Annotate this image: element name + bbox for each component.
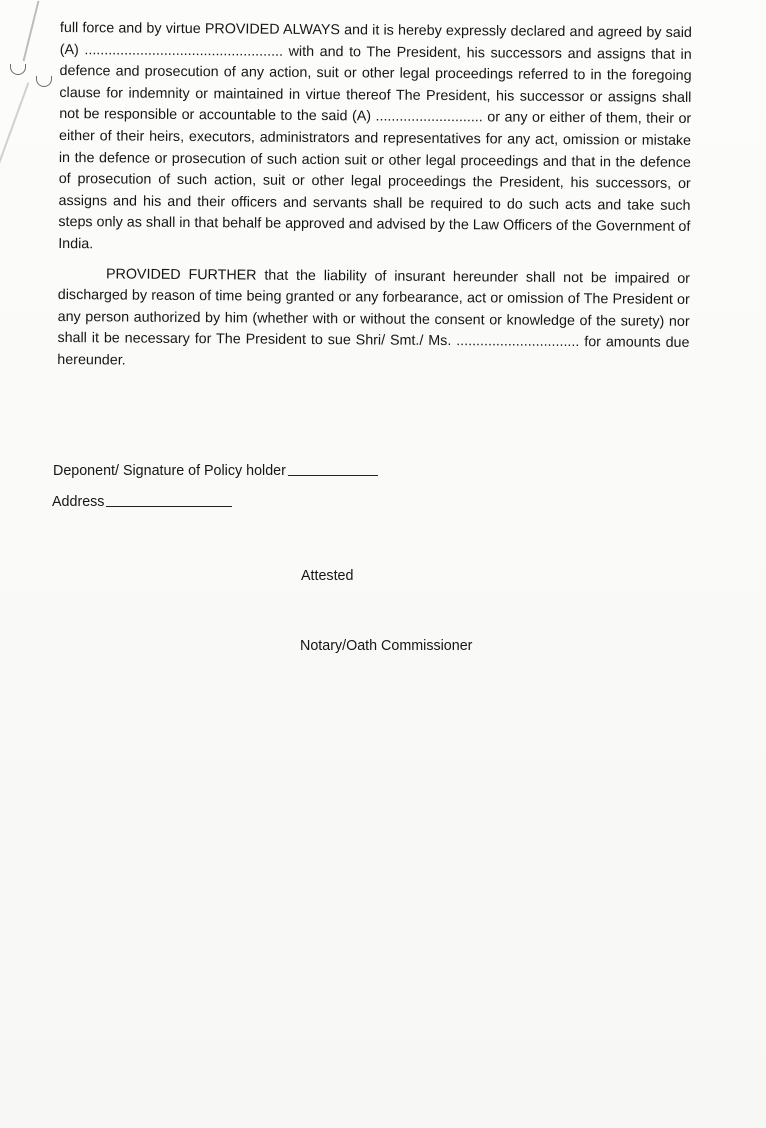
address-blank-line <box>106 505 232 507</box>
paragraph-provided-always: full force and by virtue PROVIDED ALWAYS and it is hereby expressly declared and agreed by said (A) .................................................. with and to The President, his successors and assigns that in defence and prosecution of any action, suit or other legal proceedings referred to in the foregoing clause for indemnity or maintained in virtue thereof The President, his successor or assigns shall not be responsible or accountable to the said (A) ........................... or any or either of them, their or either of their heirs, executors, administrators and representatives for any act, omission or mistake in the defence or prosecution of such action suit or other legal proceedings and that in the defence of prosecution of such action, suit or other legal proceedings the President, his successors, or assigns and his and their officers and servants shall be required to do such acts and take such steps only as shall in that behalf be approved and advised by the Law Officers of the Government of India. <box>58 19 692 253</box>
scan-edge-mark <box>0 82 29 167</box>
agreement-body <box>57 18 692 376</box>
punch-hole-mark <box>10 64 26 75</box>
attested-label: Attested <box>301 568 354 584</box>
signature-label: Deponent/ Signature of Policy holder <box>53 463 286 479</box>
address-row <box>52 494 232 510</box>
signature-row <box>53 463 378 479</box>
paragraph-provided-further: PROVIDED FURTHER that the liability of insurant hereunder shall not be impaired or discharged by reason of time being granted or any forbearance, act or omission of The President or any person authorized by him (whether with or without the consent or knowledge of the surety) nor shall it be necessary for The President to sue Shri/ Smt./ Ms. ............................... for amounts due hereunder. <box>57 265 691 369</box>
notary-label: Notary/Oath Commissioner <box>300 638 473 654</box>
address-label: Address <box>52 494 105 510</box>
scan-edge-mark <box>23 1 40 62</box>
signature-blank-line <box>288 474 378 476</box>
punch-hole-mark <box>36 76 52 87</box>
